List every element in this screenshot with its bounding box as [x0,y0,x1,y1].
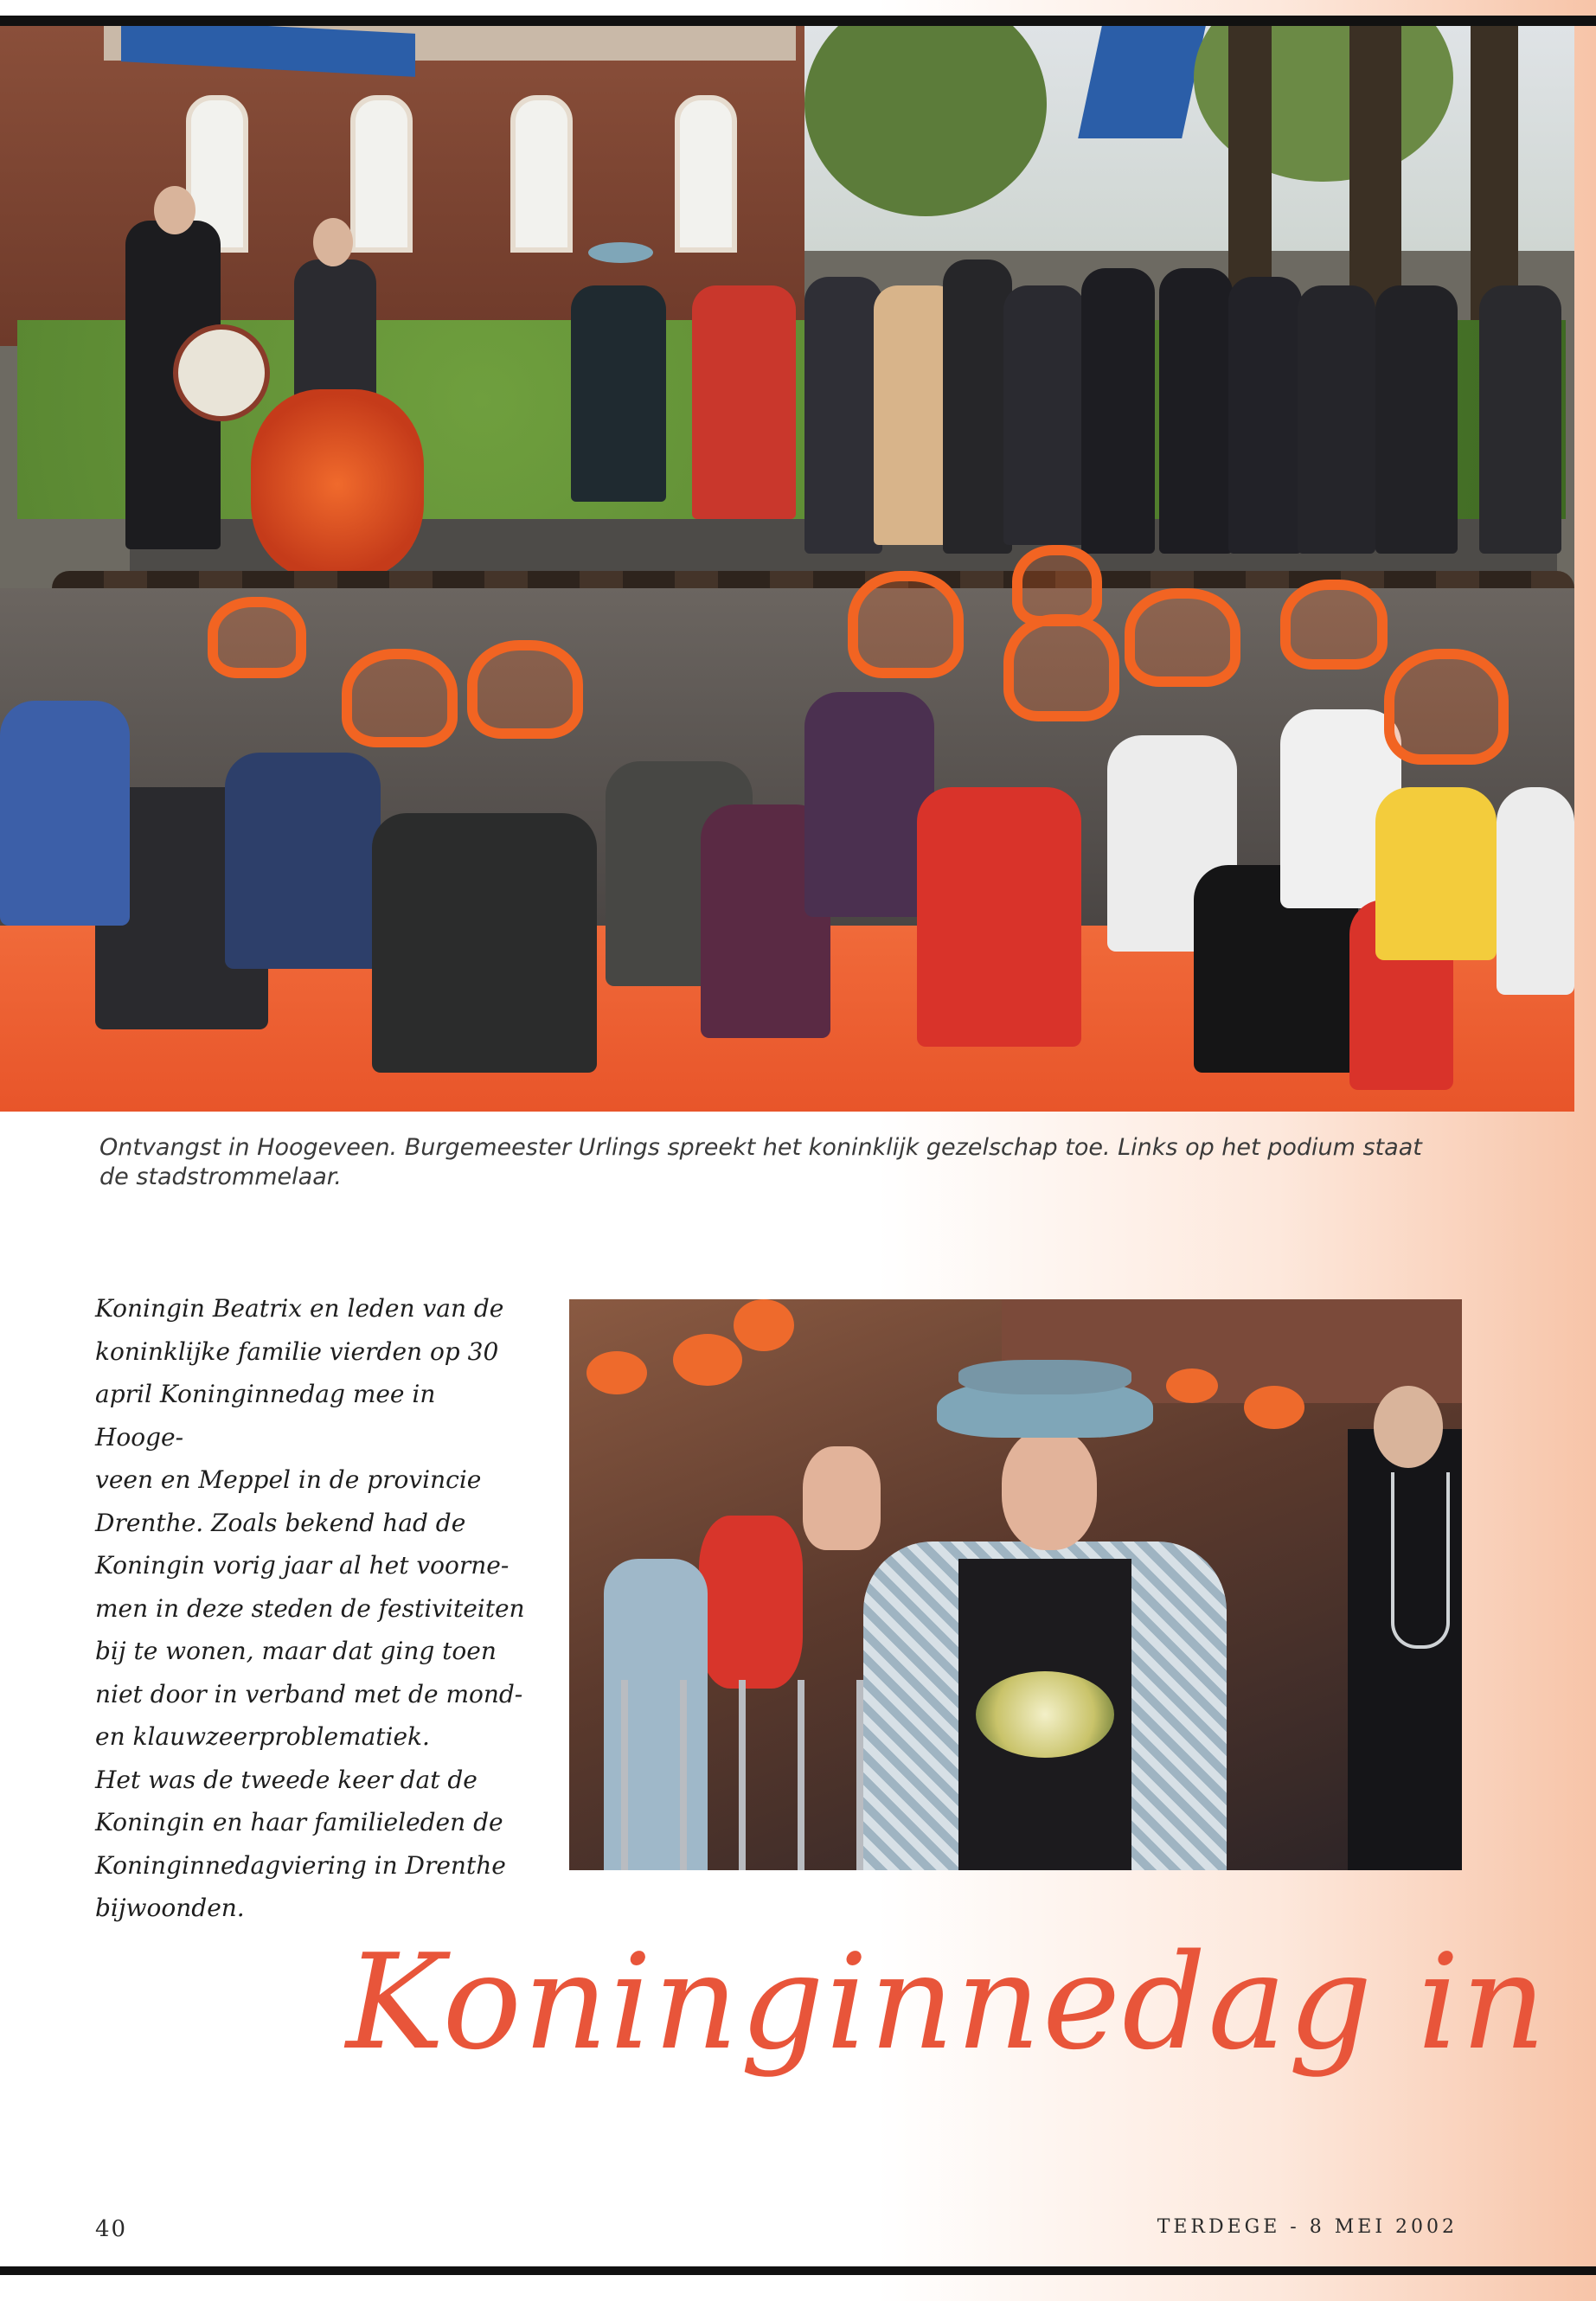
text-line: niet door in verband met de mond- [95,1679,523,1708]
red-jacket [699,1516,803,1689]
text-line: april Koninginnedag mee in Hooge- [95,1380,436,1452]
child [372,813,597,1073]
page-number: 40 [95,2216,128,2242]
balloon-crown [342,649,458,747]
queen [571,285,666,502]
chain-of-office [1391,1472,1450,1649]
text-line: Koningin vorig jaar al het voorne- [95,1551,510,1580]
top-border [0,16,1596,26]
man-suit [943,260,1012,554]
man-suit [1479,285,1561,554]
queen-face [1002,1429,1097,1550]
woman-dark [1003,285,1086,545]
text-line: veen en Meppel in de provincie [95,1465,482,1494]
balloon-crown [1280,580,1388,670]
child [1497,787,1574,995]
church-window [675,95,737,253]
church-window [350,95,413,253]
queen-waving-photo [569,1299,1462,1870]
queen-hat-crown [958,1360,1131,1394]
child [804,692,934,917]
publication-info: TERDEGE - 8 MEI 2002 [1157,2216,1458,2238]
head [313,218,353,266]
balloon-crown [1384,649,1509,765]
photo-caption: Ontvangst in Hoogeveen. Burgemeester Urlings spreekt het koninklijk gezelschap toe. Links op het podium staat de stadstrommelaar. [99,1134,1422,1190]
child-red-shirt [917,787,1081,1047]
orange-hat [1244,1386,1304,1429]
flower-arrangement [251,389,424,580]
man-suit [1228,277,1302,554]
man-suit [804,277,882,554]
text-line: bij te wonen, maar dat ging toen [95,1637,497,1665]
text-line: men in deze steden de festiviteiten [95,1593,525,1623]
church-window [510,95,573,253]
head [1374,1386,1443,1468]
orange-hat [734,1299,794,1351]
reception-photo [0,26,1574,1112]
waving-hand [803,1446,881,1550]
balloon-crown [1003,614,1119,721]
article-title: Koninginnedag in [346,1926,1548,2079]
text-line: Koninginnedagviering in Drenthe [95,1850,506,1880]
woman-dark [1298,285,1375,554]
balloon-crown [1125,588,1240,687]
man-suit [1081,268,1155,554]
drum [173,324,270,421]
bottom-border [0,2266,1596,2275]
head [154,186,195,234]
man-suit [1159,268,1233,554]
balloon-crown [848,571,964,678]
article-text [95,1287,528,1930]
woman-red-cape [692,285,796,519]
text-line: Drenthe. Zoals bekend had de [95,1508,466,1537]
text-line: Het was de tweede keer dat de [95,1765,478,1794]
child [225,753,381,969]
bouquet [976,1671,1114,1758]
child [0,701,130,926]
text-line: koninklijke familie vierden op 30 [95,1336,499,1366]
text-line: Koningin en haar familieleden de [95,1808,503,1836]
balloon-crown [467,640,583,739]
text-line: Koningin Beatrix en leden van de [95,1294,504,1323]
balloon-crown [208,597,306,678]
orange-hat [586,1351,647,1394]
child-yellow-shirt [1375,787,1497,960]
man-suit [1375,285,1458,554]
text-line: en klauwzeerproblematiek. [95,1722,430,1751]
orange-hat [1166,1368,1218,1403]
hat [588,242,653,263]
orange-hat [673,1334,742,1386]
text-line: bijwoonden. [95,1894,245,1922]
